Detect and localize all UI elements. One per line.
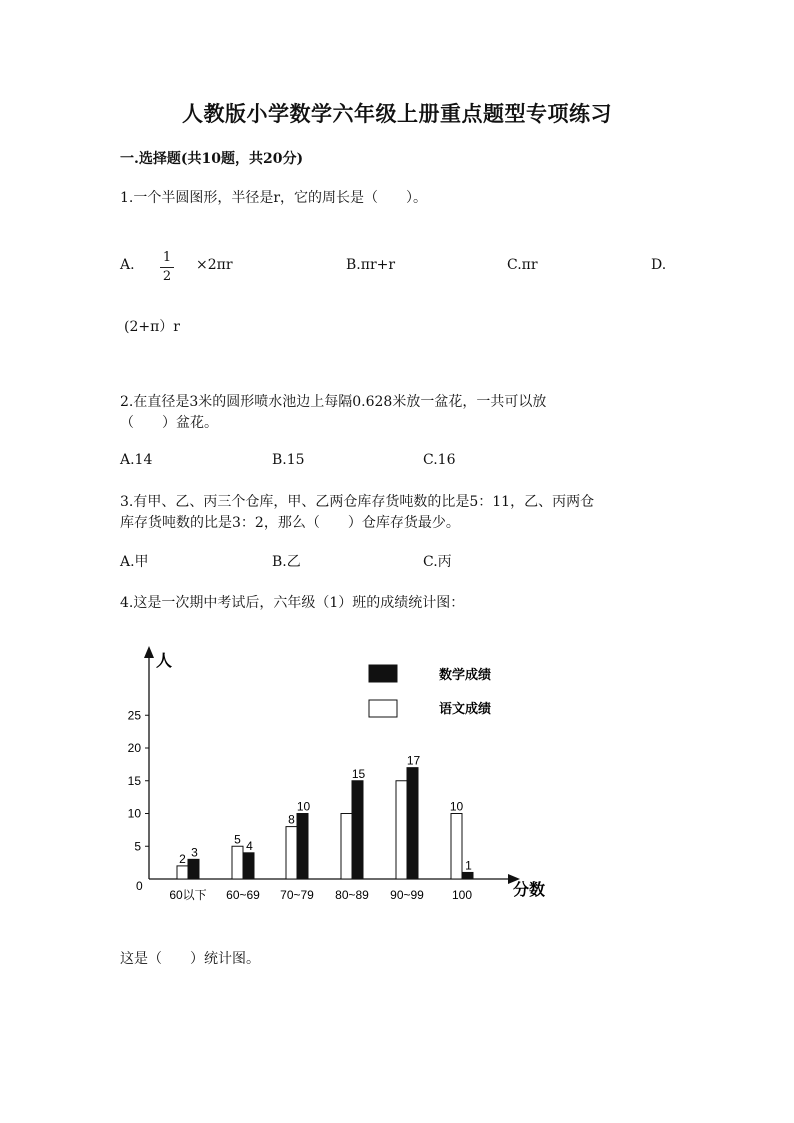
data-label-math: 15 — [351, 766, 366, 781]
bar-math — [407, 768, 418, 879]
x-tick-label: 60~69 — [226, 888, 260, 902]
question-4-text: 4.这是一次期中考试后，六年级（1）班的成绩统计图： — [120, 595, 465, 611]
data-label-chinese: 2 — [179, 851, 186, 866]
data-label-math: 1 — [465, 858, 472, 873]
question-2-line-2: （ ）盆花。 — [120, 415, 218, 431]
x-tick-label: 90~99 — [390, 888, 424, 902]
question-3-line-2: 库存货吨数的比是3：2，那么（ ）仓库存货最少。 — [120, 515, 460, 531]
q1-option-a-text: ×2πr — [196, 257, 233, 273]
section-heading: 一.选择题(共10题，共20分) — [120, 151, 304, 167]
x-tick-label: 80~89 — [335, 888, 369, 902]
bar-math — [297, 814, 308, 880]
data-label-math: 17 — [406, 753, 421, 768]
fraction-denominator: 2 — [162, 269, 172, 284]
y-tick-label: 25 — [127, 708, 141, 723]
fraction-numerator: 1 — [162, 250, 172, 265]
y-tick-label: 5 — [134, 839, 141, 854]
x-tick-label: 60以下 — [169, 888, 207, 902]
legend-label-math: 数学成绩 — [439, 667, 492, 682]
question-1-text: 1.一个半圆图形，半径是r，它的周长是（ ）。 — [120, 190, 428, 206]
q1-option-a-label: A. — [120, 257, 135, 273]
q3-option-a: A.甲 — [120, 554, 149, 570]
q2-option-c: C.16 — [423, 452, 456, 468]
q1-option-c: C.πr — [507, 257, 538, 273]
q2-option-a: A.14 — [120, 452, 153, 468]
page-title: 人教版小学数学六年级上册重点题型专项练习 — [182, 101, 612, 126]
x-tick-label: 100 — [451, 888, 473, 902]
question-3-line-1: 3.有甲、乙、丙三个仓库，甲、乙两仓库存货吨数的比是5：11，乙、丙两仓 — [120, 494, 595, 510]
y-tick-label: 15 — [127, 773, 141, 788]
y-axis-title: 人 — [156, 653, 173, 670]
bar-chinese — [396, 781, 407, 879]
data-label-chinese: 5 — [234, 832, 241, 847]
bar-chinese — [232, 846, 243, 879]
bar-chinese — [341, 814, 352, 880]
y-tick-label: 20 — [127, 741, 141, 755]
y-tick-label: 10 — [127, 806, 141, 821]
chart-labels — [169, 754, 472, 902]
q1-option-d-label: D. — [651, 257, 667, 273]
data-label-math: 3 — [191, 845, 198, 860]
origin-label: 0 — [136, 879, 143, 893]
chart-bars — [177, 768, 473, 879]
bar-math — [462, 872, 473, 879]
legend-swatch-chinese — [369, 700, 397, 717]
legend-swatch-math — [369, 665, 397, 682]
data-label-chinese: 8 — [288, 812, 295, 827]
q2-option-b: B.15 — [272, 452, 305, 468]
question-4-follow-up: 这是（ ）统计图。 — [120, 951, 260, 967]
x-axis-title: 分数 — [513, 882, 546, 899]
q3-option-c: C.丙 — [423, 554, 452, 570]
data-label-math: 4 — [246, 838, 253, 853]
bar-math — [352, 781, 363, 879]
x-tick-label: 70~79 — [280, 888, 314, 902]
bar-chinese — [451, 814, 462, 880]
bar-chinese — [177, 866, 188, 879]
q3-option-b: B.乙 — [272, 554, 301, 570]
bar-chinese — [286, 827, 297, 879]
chart-legend — [369, 665, 491, 717]
data-label-math: 10 — [296, 799, 311, 814]
data-label-chinese: 10 — [449, 799, 464, 814]
y-axis-arrow — [144, 646, 154, 658]
legend-label-chinese: 语文成绩 — [439, 701, 492, 716]
question-2-line-1: 2.在直径是3米的圆形喷水池边上每隔0.628米放一盆花，一共可以放 — [120, 394, 547, 410]
q1-option-d-text: (2+π）r — [124, 319, 180, 335]
q1-option-b: B.πr+r — [346, 257, 396, 273]
bar-math — [243, 853, 254, 879]
bar-math — [188, 859, 199, 879]
